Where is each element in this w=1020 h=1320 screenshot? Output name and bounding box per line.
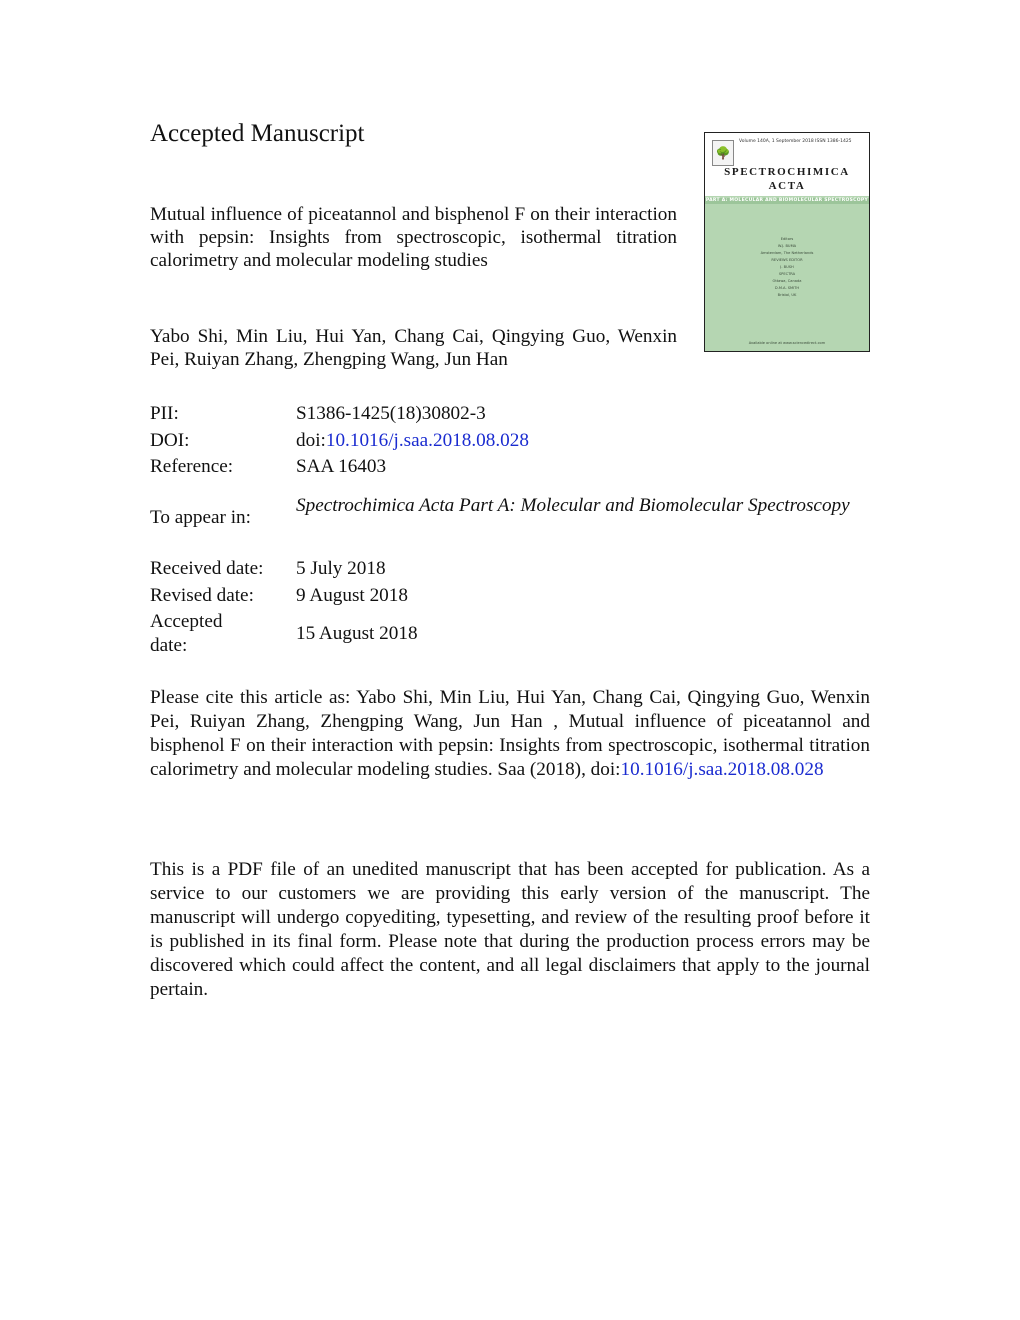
cover-editor-line: Ottawa, Canada [772,279,802,283]
page-heading: Accepted Manuscript [150,120,365,147]
cover-editor-line: Amsterdam, The Netherlands [760,251,814,255]
cover-editor-line: Editors [780,237,794,241]
publisher-tree-icon: 🌳 [712,140,734,166]
cover-issue-line: Volume 140A, 1 September 2018 ISSN 1386-1425 [739,139,852,144]
cover-editor-line: D.M.A. SMITH [774,286,800,290]
journal-cover [704,132,870,352]
citation-text: Please cite this article as: Yabo Shi, Min Liu, Hui Yan, Chang Cai, Qingying Guo, Wenxin Pei, Ruiyan Zhang, Zhengping Wang, Jun Han , Mutual influence of piceatannol and bisphenol F on their interaction with pepsin: Insights from spectroscopic, isothermal titration calorimetry and molecular modeling studies. Saa (2018), doi: [150,687,870,780]
cover-editor-line: J. BUSH [780,265,794,269]
pii-label: PII: [150,403,179,424]
cover-editors [745,236,829,299]
doi-prefix: doi: [296,430,326,451]
cover-footer: Available online at www.sciencedirect.com [748,341,826,345]
accepted-value: 15 August 2018 [296,623,418,644]
citation-paragraph [150,686,870,782]
doi-link[interactable]: 10.1016/j.saa.2018.08.028 [325,430,529,451]
cover-editor-line: REVIEWS EDITOR [771,258,803,262]
doi-label: DOI: [150,430,190,451]
cover-editor-line: SPECTRA [778,272,796,276]
article-title: Mutual influence of piceatannol and bisphenol F on their interaction with pepsin: Insights from spectroscopic, isothermal titration calorimetry and molecular modeling studies [150,204,677,271]
cover-editor-line: W.J. BUMA [777,244,797,248]
received-label: Received date: [150,558,264,579]
disclaimer-paragraph: This is a PDF file of an unedited manuscript that has been accepted for publication. As a service to our customers we are providing this early version of the manuscript. The manuscript will undergo copyediting, typesetting, and review of the resulting proof before it is published in its final form. Please note that during the production process errors may be discovered which could affect the content, and all legal disclaimers that apply to the journal pertain. [150,859,870,1000]
cover-journal-title [705,165,869,193]
meta-row-accepted [150,610,870,658]
to-appear-value: Spectrochimica Acta Part A: Molecular and Biomolecular Spectroscopy [296,495,850,516]
revised-label: Revised date: [150,585,254,606]
pii-value: S1386-1425(18)30802-3 [296,403,486,424]
reference-label: Reference: [150,456,234,477]
to-appear-label: To appear in: [150,507,251,528]
citation-doi-link[interactable]: 10.1016/j.saa.2018.08.028 [620,759,824,780]
cover-title-line2: ACTA [768,180,806,192]
cover-green-panel [705,196,869,351]
reference-value: SAA 16403 [296,456,387,477]
cover-part-line: PART A: MOLECULAR AND BIOMOLECULAR SPECTROSCOPY [705,198,869,203]
author-list: Yabo Shi, Min Liu, Hui Yan, Chang Cai, Qingying Guo, Wenxin Pei, Ruiyan Zhang, Zhengping Wang, Jun Han [150,326,677,370]
accepted-label: Accepted date: [150,611,223,656]
received-value: 5 July 2018 [296,558,386,579]
meta-row-to-appear [150,494,870,542]
revised-value: 9 August 2018 [296,585,408,606]
cover-title-line1: SPECTROCHIMICA [724,166,850,178]
cover-editor-line: Bristol, UK [777,293,797,297]
doi-value [296,429,870,453]
